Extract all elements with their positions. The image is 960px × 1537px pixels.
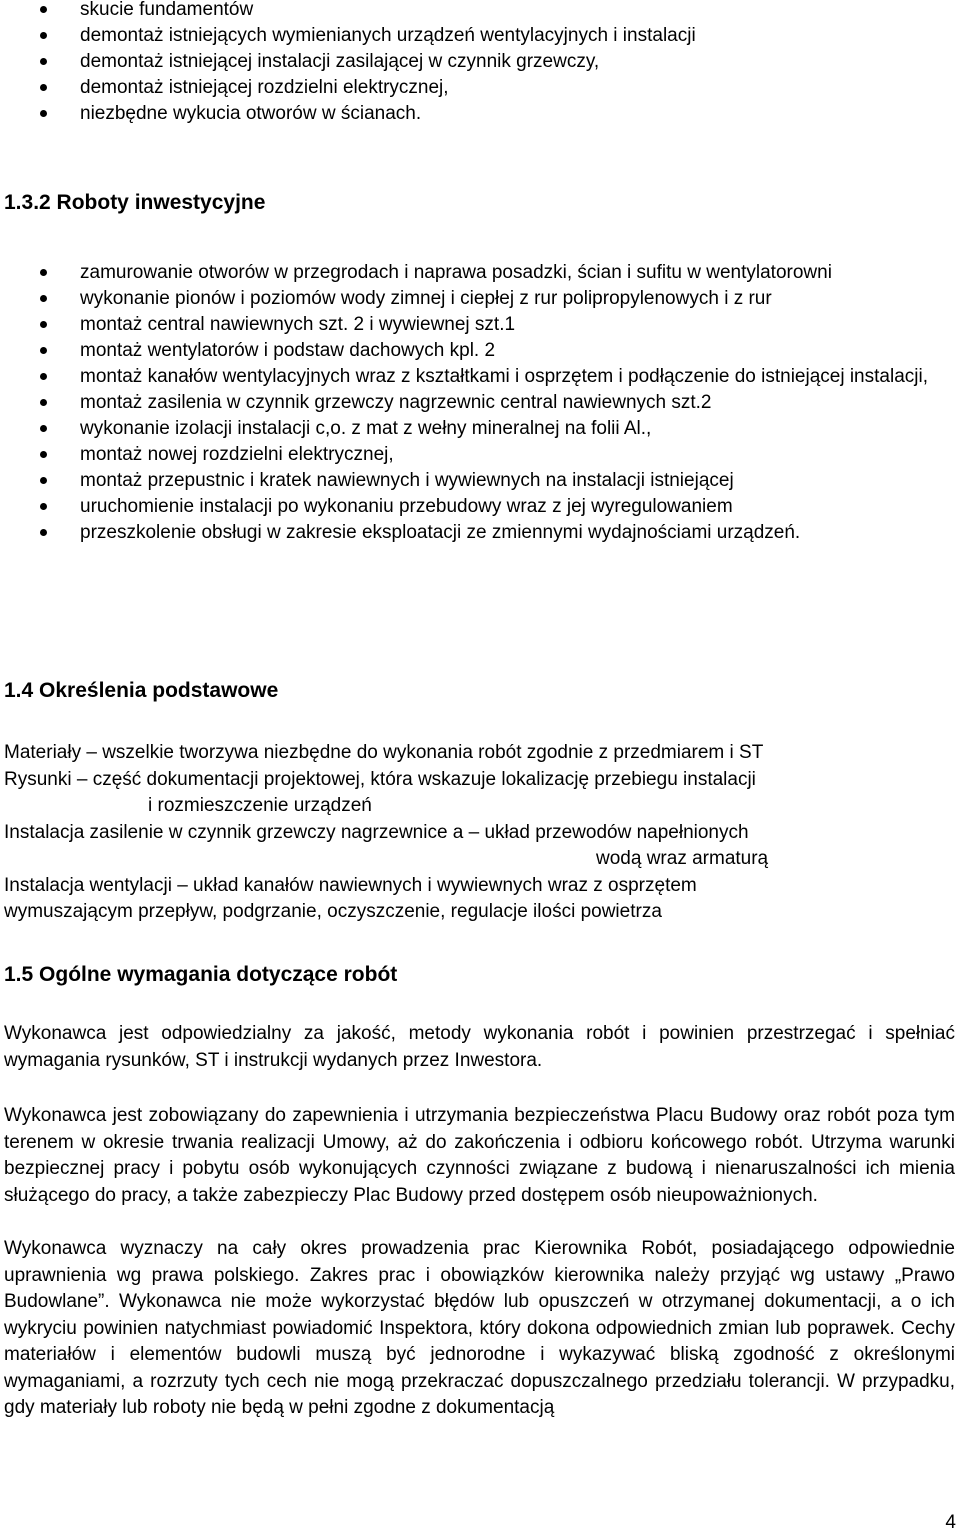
definition-line: Rysunki – część dokumentacji projektowej, która wskazuje lokalizację przebiegu instalacji bbox=[4, 768, 756, 790]
list-item bbox=[0, 442, 956, 468]
list-item-text: montaż kanałów wentylacyjnych wraz z kształtkami i osprzętem i podłączenie do istniejącej instalacji, bbox=[80, 366, 928, 387]
list-item-text: montaż wentylatorów i podstaw dachowych kpl. 2 bbox=[80, 340, 496, 361]
list-item-text: demontaż istniejącej instalacji zasilającej w czynnik grzewczy, bbox=[80, 51, 600, 72]
list-item bbox=[0, 468, 956, 494]
bullet-icon bbox=[40, 529, 47, 536]
list-item bbox=[0, 101, 956, 127]
list-item bbox=[0, 416, 956, 442]
definition-line: Instalacja wentylacji – układ kanałów nawiewnych i wywiewnych wraz z osprzętem bbox=[4, 874, 697, 896]
list-item bbox=[0, 494, 956, 520]
list-item bbox=[0, 260, 956, 286]
demolition-list bbox=[0, 0, 956, 127]
bullet-icon bbox=[40, 295, 47, 302]
bullet-icon bbox=[40, 84, 47, 91]
definition-line: i rozmieszczenie urządzeń bbox=[148, 795, 372, 816]
definition-line: wodą wraz armaturą bbox=[596, 848, 769, 869]
list-item bbox=[0, 286, 956, 312]
bullet-icon bbox=[40, 269, 47, 276]
bullet-icon bbox=[40, 477, 47, 484]
definition-line: wymuszającym przepływ, podgrzanie, oczyszczenie, regulacje ilości powietrza bbox=[4, 901, 662, 922]
section-heading-1-4: 1.4 Określenia podstawowe bbox=[4, 679, 279, 702]
page-number: 4 bbox=[945, 1512, 956, 1533]
list-item bbox=[0, 0, 956, 23]
paragraph: Wykonawca jest odpowiedzialny za jakość, metody wykonania robót i powinien przestrzegać i spełniać wymagania rysunków, ST i instrukcji wydanych przez Inwestora. bbox=[4, 1023, 955, 1071]
list-item-text: wykonanie pionów i poziomów wody zimnej i ciepłej z rur polipropylenowych i z rur bbox=[80, 288, 772, 309]
list-item bbox=[0, 338, 956, 364]
bullet-icon bbox=[40, 503, 47, 510]
paragraph: Wykonawca jest zobowiązany do zapewnienia i utrzymania bezpieczeństwa Placu Budowy oraz robót poza tym terenem w okresie trwania realizacji Umowy, aż do zakończenia i odbioru końcowego robót. Utrzyma warunki bezpiecznej pracy i pobytu osób wykonujących czynności związane z budową i nienaruszalności ich mienia służącego do pracy, a także zabezpieczy Plac Budowy przed dostępem osób nieupoważnionych. bbox=[4, 1105, 955, 1206]
bullet-icon bbox=[40, 110, 47, 117]
bullet-icon bbox=[40, 347, 47, 354]
section-heading-1-5: 1.5 Ogólne wymagania dotyczące robót bbox=[4, 963, 398, 986]
list-item-text: przeszkolenie obsługi w zakresie eksploatacji ze zmiennymi wydajnościami urządzeń. bbox=[80, 522, 801, 543]
list-item-text: montaż zasilenia w czynnik grzewczy nagrzewnic central nawiewnych szt.2 bbox=[80, 392, 712, 413]
bullet-icon bbox=[40, 32, 47, 39]
list-item-text: montaż przepustnic i kratek nawiewnych i wywiewnych na instalacji istniejącej bbox=[80, 470, 734, 491]
list-item-text: uruchomienie instalacji po wykonaniu przebudowy wraz z jej wyregulowaniem bbox=[80, 496, 733, 517]
bullet-icon bbox=[40, 425, 47, 432]
definition-line: Instalacja zasilenie w czynnik grzewczy nagrzewnice a – układ przewodów napełnionych bbox=[4, 821, 749, 843]
list-item-text: skucie fundamentów bbox=[80, 0, 254, 20]
list-item-text: demontaż istniejących wymienianych urządzeń wentylacyjnych i instalacji bbox=[80, 25, 696, 46]
bullet-icon bbox=[40, 451, 47, 458]
list-item bbox=[0, 390, 956, 416]
bullet-icon bbox=[40, 6, 47, 13]
list-item bbox=[0, 23, 956, 49]
list-item bbox=[0, 312, 956, 338]
list-item-text: wykonanie izolacji instalacji c,o. z mat z wełny mineralnej na folii Al., bbox=[80, 418, 652, 439]
list-item bbox=[0, 75, 956, 101]
list-item bbox=[0, 364, 956, 390]
list-item-text: montaż central nawiewnych szt. 2 i wywiewnej szt.1 bbox=[80, 314, 516, 335]
list-item-text: montaż nowej rozdzielni elektrycznej, bbox=[80, 444, 394, 465]
paragraph: Wykonawca wyznaczy na cały okres prowadzenia prac Kierownika Robót, posiadającego odpowiednie uprawnienia wg prawa polskiego. Zakres prac i obowiązków kierownika należy przyjąć wg ustawy „Prawo Budowlane”. Wykonawca nie może wykorzystać błędów lub opuszczeń w otrzymanej dokumentacji, a o ich wykryciu powinien natychmiast powiadomić Inspektora, który dokona odpowiednich zmian lub poprawek. Cechy materiałów i elementów budowli muszą być jednorodne i wykazywać bliską zgodność z określonymi wymaganiami, a rozrzuty tych cech nie mogą przekraczać dopuszczalnego przedziału tolerancji. W przypadku, gdy materiały lub roboty nie będą w pełni zgodne z dokumentacją bbox=[4, 1238, 955, 1418]
definitions-block bbox=[4, 740, 956, 926]
investment-works-list bbox=[0, 260, 956, 546]
list-item bbox=[0, 520, 956, 546]
bullet-icon bbox=[40, 58, 47, 65]
list-item bbox=[0, 49, 956, 75]
list-item-text: niezbędne wykucia otworów w ścianach. bbox=[80, 103, 422, 124]
definition-line: Materiały – wszelkie tworzywa niezbędne do wykonania robót zgodnie z przedmiarem i ST bbox=[4, 742, 764, 763]
section-heading-1-3-2: 1.3.2 Roboty inwestycyjne bbox=[4, 191, 266, 214]
list-item-text: zamurowanie otworów w przegrodach i naprawa posadzki, ścian i sufitu w wentylatorowni bbox=[80, 262, 832, 283]
bullet-icon bbox=[40, 321, 47, 328]
list-item-text: demontaż istniejącej rozdzielni elektrycznej, bbox=[80, 77, 449, 98]
bullet-icon bbox=[40, 373, 47, 380]
bullet-icon bbox=[40, 399, 47, 406]
